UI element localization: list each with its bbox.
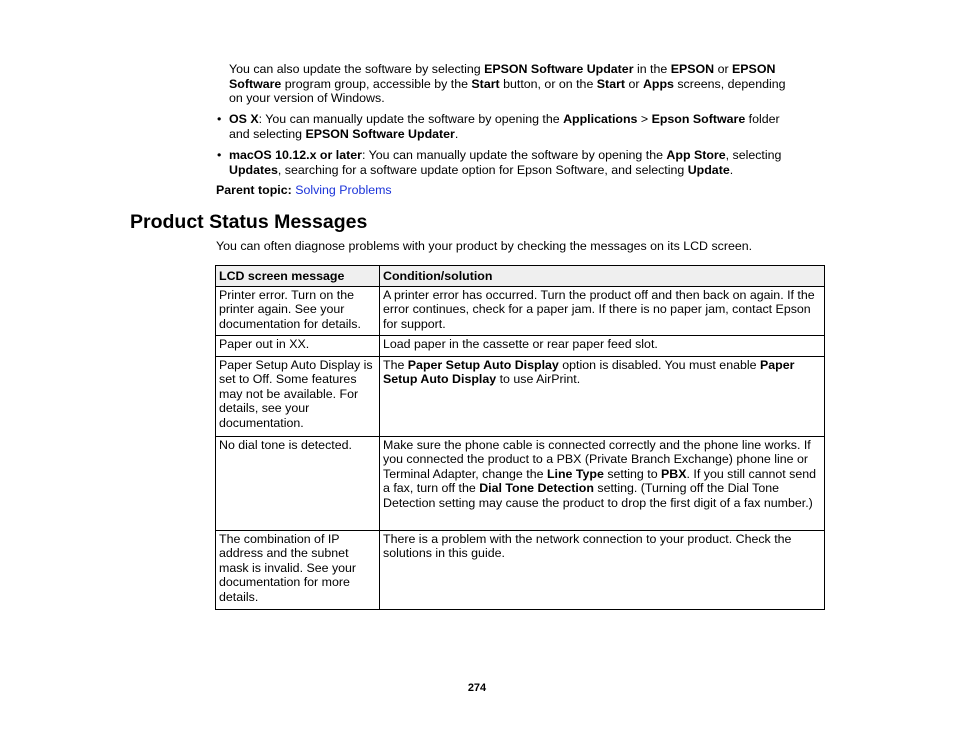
macos-line-1: macOS 10.12.x or later: You can manually update the software by opening the App Store, selecting bbox=[229, 148, 782, 162]
table-row bbox=[216, 436, 825, 530]
table-header-row bbox=[216, 266, 825, 287]
parent-topic-label: Parent topic: bbox=[216, 183, 292, 197]
table-row bbox=[216, 286, 825, 335]
parent-topic-link[interactable]: Solving Problems bbox=[295, 183, 392, 197]
table-row bbox=[216, 356, 825, 436]
solution-cell: Make sure the phone cable is connected correctly and the phone line works. If you connected the product to a PBX (Private Branch Exchange) phone line or Terminal Adapter, change the Line Type setting to PBX. If you still cannot send a fax, turn off the Dial Tone Detection setting. (Turning off the Dial Tone Detection setting may cause the product to drop the first digit of a fax number.) bbox=[380, 436, 825, 530]
bullet-osx bbox=[229, 112, 829, 141]
lcd-message-cell: Paper out in XX. bbox=[216, 335, 380, 356]
macos-line-2: Updates, searching for a software update option for Epson Software, and selecting Update. bbox=[229, 162, 734, 177]
osx-line-2: and selecting EPSON Software Updater. bbox=[229, 126, 459, 141]
update-line-3: on your version of Windows. bbox=[229, 91, 385, 106]
table-row bbox=[216, 530, 825, 609]
lcd-message-cell: No dial tone is detected. bbox=[216, 436, 380, 530]
column-header-lcd-message: LCD screen message bbox=[216, 266, 380, 287]
bullet-marker-osx: • bbox=[217, 112, 222, 126]
status-messages-table bbox=[215, 265, 825, 610]
lcd-message-cell: Printer error. Turn on the printer again. See your documentation for details. bbox=[216, 286, 380, 335]
table-row bbox=[216, 335, 825, 356]
solution-cell: A printer error has occurred. Turn the product off and then back on again. If the error continues, check for a paper jam. If there is no paper jam, contact Epson for support. bbox=[380, 286, 825, 335]
bullet-marker-macos: • bbox=[217, 148, 222, 162]
column-header-condition: Condition/solution bbox=[380, 266, 825, 287]
update-line-1: You can also update the software by selecting EPSON Software Updater in the EPSON or EPSON bbox=[229, 62, 776, 76]
update-line-2: Software program group, accessible by the Start button, or on the Start or Apps screens, depending bbox=[229, 76, 786, 91]
lcd-message-cell: The combination of IP address and the subnet mask is invalid. See your documentation for more details. bbox=[216, 530, 380, 609]
solution-cell: The Paper Setup Auto Display option is disabled. You must enable Paper Setup Auto Display to use AirPrint. bbox=[380, 356, 825, 436]
page-number: 274 bbox=[467, 682, 487, 694]
osx-line-1: OS X: You can manually update the software by opening the Applications > Epson Software folder bbox=[229, 112, 780, 126]
section-title: Product Status Messages bbox=[130, 211, 368, 233]
update-paragraph bbox=[229, 62, 829, 106]
solution-cell: There is a problem with the network connection to your product. Check the solutions in this guide. bbox=[380, 530, 825, 609]
solution-cell: Load paper in the cassette or rear paper feed slot. bbox=[380, 335, 825, 356]
lcd-message-cell: Paper Setup Auto Display is set to Off. Some features may not be available. For details, see your documentation. bbox=[216, 356, 380, 436]
parent-topic bbox=[216, 183, 392, 198]
section-intro: You can often diagnose problems with your product by checking the messages on its LCD screen. bbox=[216, 239, 753, 253]
bullet-macos bbox=[229, 148, 829, 177]
